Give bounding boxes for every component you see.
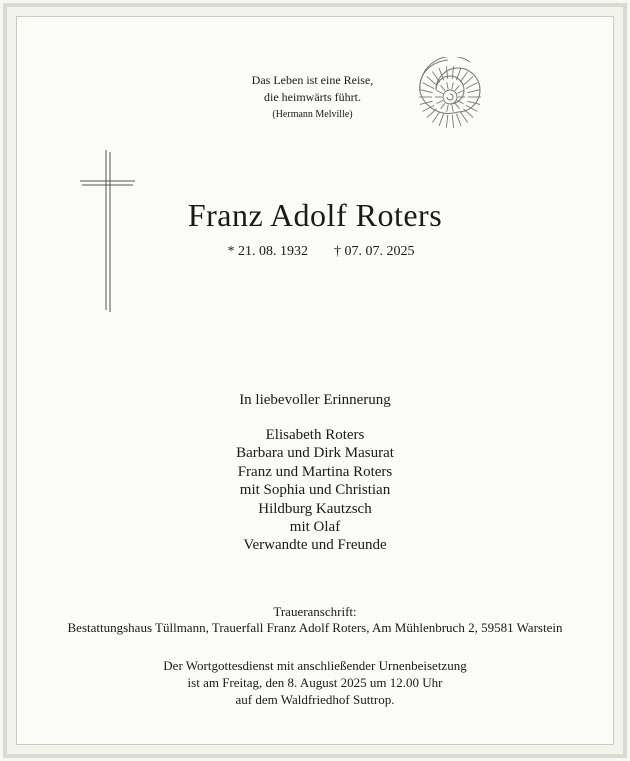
address-label: Traueranschrift: xyxy=(273,604,357,619)
birth-date: * 21. 08. 1932 xyxy=(227,244,308,259)
quote-line: Das Leben ist eine Reise, xyxy=(251,73,374,87)
ammonite-shell-icon xyxy=(410,57,490,137)
service-line: Der Wortgottesdienst mit anschließender Urnenbeisetzung xyxy=(163,658,467,673)
address-text: Bestattungshaus Tüllmann, Trauerfall Franz Adolf Roters, Am Mühlenbruch 2, 59581 Warstein xyxy=(67,620,563,635)
quote-block xyxy=(225,72,400,124)
service-line: auf dem Waldfriedhof Suttrop. xyxy=(235,692,395,707)
mourner: mit Olaf xyxy=(289,519,341,536)
quote-author: (Hermann Melville) xyxy=(272,109,353,120)
memory-line: In liebevoller Erinnerung xyxy=(239,392,391,408)
mourner: Verwandte und Freunde xyxy=(243,537,387,554)
mourning-address xyxy=(0,604,630,636)
mourner: Elisabeth Roters xyxy=(265,427,365,443)
mourner: Barbara und Dirk Masurat xyxy=(236,445,394,462)
life-dates xyxy=(0,244,630,260)
death-date: † 07. 07. 2025 xyxy=(334,244,415,259)
service-line: ist am Freitag, den 8. August 2025 um 12.00 Uhr xyxy=(187,675,443,690)
quote-line: die heimwärts führt. xyxy=(264,90,361,104)
mourner: mit Sophia und Christian xyxy=(239,482,391,499)
mourners-list xyxy=(0,426,630,555)
deceased-name: Franz Adolf Roters xyxy=(187,197,443,233)
mourner: Hildburg Kautzsch xyxy=(258,500,372,517)
mourner: Franz und Martina Roters xyxy=(237,463,393,480)
service-info xyxy=(0,657,630,708)
